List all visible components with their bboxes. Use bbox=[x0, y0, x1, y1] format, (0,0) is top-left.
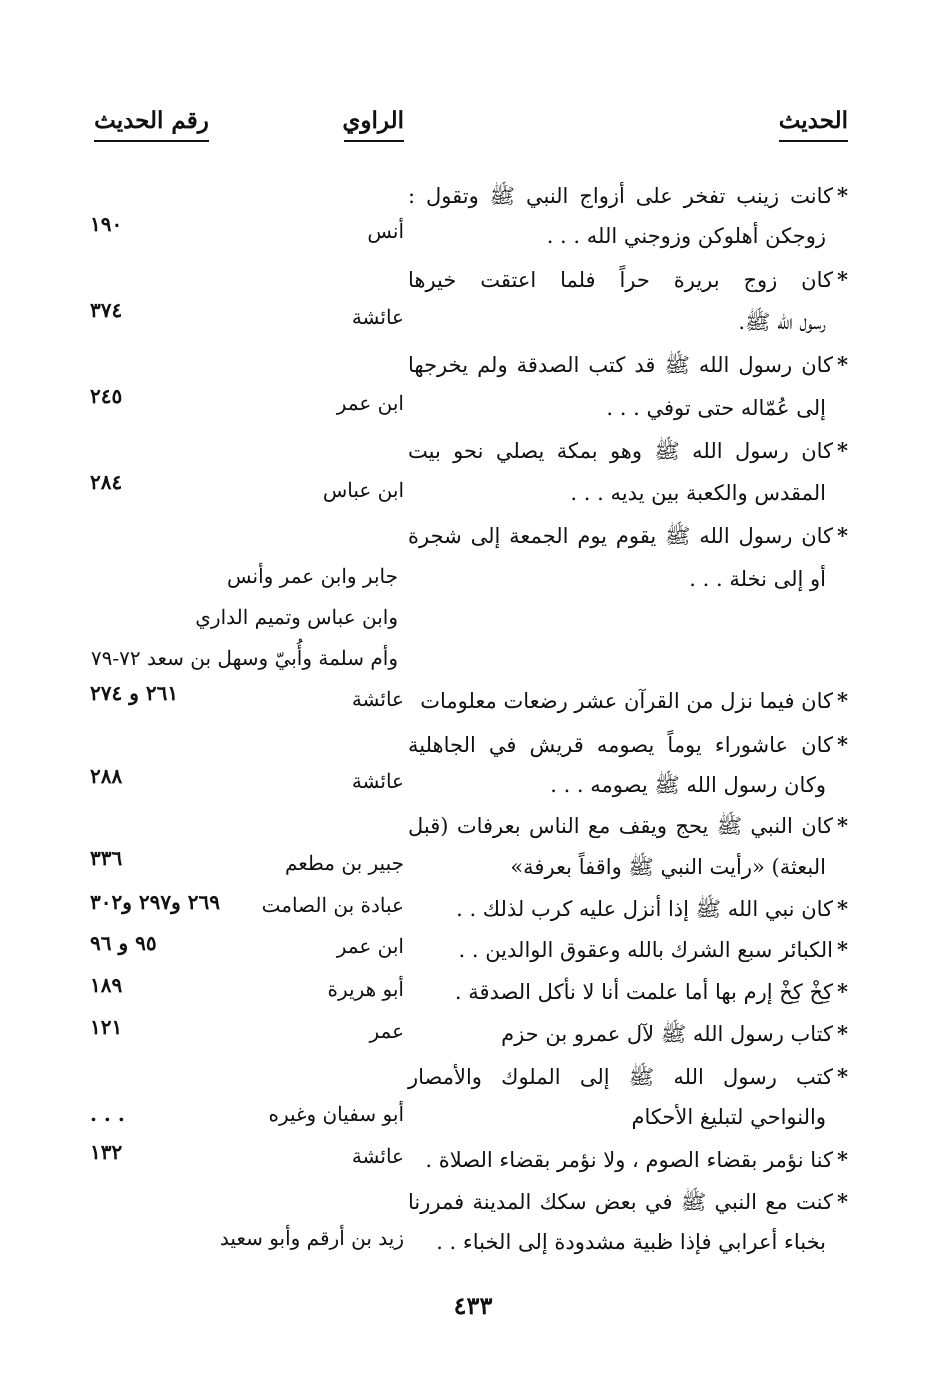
hadith-line: *كان فيما نزل من القرآن عشر رضعات معلومات bbox=[420, 688, 848, 713]
hadith-line: المقدس والكعبة بين يديه . . . bbox=[570, 481, 826, 505]
hadith-line: إلى عُمّاله حتى توفي . . . bbox=[606, 396, 826, 420]
star-icon: * bbox=[837, 813, 848, 838]
hadith-number: ١٣٢ bbox=[90, 1140, 123, 1164]
hadith-number: ٩٥ و ٩٦ bbox=[90, 931, 157, 955]
narrator: عائشة bbox=[351, 769, 404, 793]
hadith-line: زوجكن أهلوكن وزوجني الله . . . bbox=[546, 224, 826, 248]
hadith-line: بخباء أعرابي فإذا ظبية مشدودة إلى الخباء . . bbox=[436, 1230, 826, 1254]
narrator-line: وأم سلمة وأُبيّ وسهل بن سعد ٧٢-٧٩ bbox=[90, 646, 398, 670]
narrator: عائشة bbox=[351, 1144, 404, 1168]
hadith-line: أو إلى نخلة . . . bbox=[689, 567, 826, 591]
hadith-line: البعثة) «رأيت النبي ﷺ واقفاً بعرفة» bbox=[510, 855, 826, 879]
star-icon: * bbox=[837, 183, 848, 208]
narrator-line: وابن عباس وتميم الداري bbox=[195, 605, 398, 629]
narrator: عمر bbox=[369, 1019, 404, 1043]
hadith-number: ٣٣٦ bbox=[90, 846, 123, 870]
narrator: عبادة بن الصامت bbox=[261, 893, 404, 917]
star-icon: * bbox=[837, 1064, 848, 1089]
hadith-number: ٢٤٥ bbox=[90, 384, 123, 408]
header-hadith: الحديث bbox=[779, 104, 848, 142]
narrator: أبو سفيان وغيره bbox=[268, 1102, 404, 1126]
star-icon: * bbox=[837, 438, 848, 463]
hadith-line: رسول الله ﷺ. bbox=[738, 310, 826, 334]
narrator: أنس bbox=[367, 219, 404, 243]
star-icon: * bbox=[837, 1147, 848, 1172]
hadith-line: *كنا نؤمر بقضاء الصوم ، ولا نؤمر بقضاء الصلاة . bbox=[425, 1147, 848, 1172]
hadith-number: ٢٨٨ bbox=[90, 764, 123, 788]
narrator-line: جابر وابن عمر وأنس bbox=[227, 564, 398, 588]
star-icon: * bbox=[837, 267, 848, 292]
hadith-number: ١٩٠ bbox=[90, 212, 123, 236]
hadith-line: *كان رسول الله ﷺ يقوم يوم الجمعة إلى شجرة bbox=[408, 523, 848, 548]
star-icon: * bbox=[837, 1189, 848, 1214]
star-icon: * bbox=[837, 688, 848, 713]
star-icon: * bbox=[837, 732, 848, 757]
hadith-line: *كتب رسول الله ﷺ إلى الملوك والأمصار bbox=[408, 1064, 848, 1089]
narrator: ابن عمر bbox=[336, 934, 404, 958]
hadith-number: ٣٧٤ bbox=[90, 298, 123, 322]
star-icon: * bbox=[837, 979, 848, 1004]
hadith-number: ١٢١ bbox=[90, 1015, 123, 1039]
header-number: رقم الحديث bbox=[94, 104, 209, 142]
star-icon: * bbox=[837, 896, 848, 921]
hadith-number: ١٨٩ bbox=[90, 973, 123, 997]
hadith-line: *الكبائر سبع الشرك بالله وعقوق الوالدين . . bbox=[458, 937, 848, 962]
hadith-number: ٢٨٤ bbox=[90, 470, 123, 494]
hadith-line: وكان رسول الله ﷺ يصومه . . . bbox=[550, 773, 826, 797]
page-number: ٤٣٣ bbox=[453, 1291, 493, 1320]
star-icon: * bbox=[837, 352, 848, 377]
hadith-line: *كنت مع النبي ﷺ في بعض سكك المدينة فمررنا bbox=[408, 1189, 848, 1214]
star-icon: * bbox=[837, 1021, 848, 1046]
hadith-line: والنواحي لتبليغ الأحكام bbox=[631, 1105, 826, 1129]
hadith-number: ٢٦٩ و٢٩٧ و٣٠٢ bbox=[90, 890, 220, 914]
hadith-line: *كان نبي الله ﷺ إذا أنزل عليه كرب لذلك . . bbox=[456, 896, 848, 921]
hadith-number: . . . bbox=[90, 1102, 125, 1126]
hadith-line: *كان عاشوراء يوماً يصومه قريش في الجاهلية bbox=[408, 732, 848, 757]
hadith-number: ٢٦١ و ٢٧٤ bbox=[90, 681, 179, 705]
hadith-line: *كانت زينب تفخر على أزواج النبي ﷺ وتقول : bbox=[408, 183, 848, 208]
hadith-line: *كِخْ كِخْ إرم بها أما علمت أنا لا نأكل الصدقة . bbox=[454, 979, 848, 1004]
hadith-line: *كان رسول الله ﷺ وهو بمكة يصلي نحو بيت bbox=[408, 438, 848, 463]
narrator: جبير بن مطعم bbox=[284, 851, 404, 875]
hadith-line: *كان النبي ﷺ يحج ويقف مع الناس بعرفات (قبل bbox=[408, 813, 848, 838]
hadith-line: *كان رسول الله ﷺ قد كتب الصدقة ولم يخرجها bbox=[408, 352, 848, 377]
narrator: عائشة bbox=[351, 305, 404, 329]
narrator: عائشة bbox=[351, 687, 404, 711]
narrator: أبو هريرة bbox=[327, 977, 404, 1001]
star-icon: * bbox=[837, 523, 848, 548]
hadith-line: *كتاب رسول الله ﷺ لآل عمرو بن حزم bbox=[501, 1021, 848, 1046]
hadith-line: *كان زوج بريرة حراً فلما اعتقت خيرها bbox=[408, 267, 848, 292]
narrator: ابن عمر bbox=[336, 391, 404, 415]
star-icon: * bbox=[837, 937, 848, 962]
narrator: ابن عباس bbox=[322, 478, 404, 502]
narrator: زيد بن أرقم وأبو سعيد bbox=[219, 1226, 404, 1250]
header-rawi: الراوي bbox=[344, 104, 404, 142]
